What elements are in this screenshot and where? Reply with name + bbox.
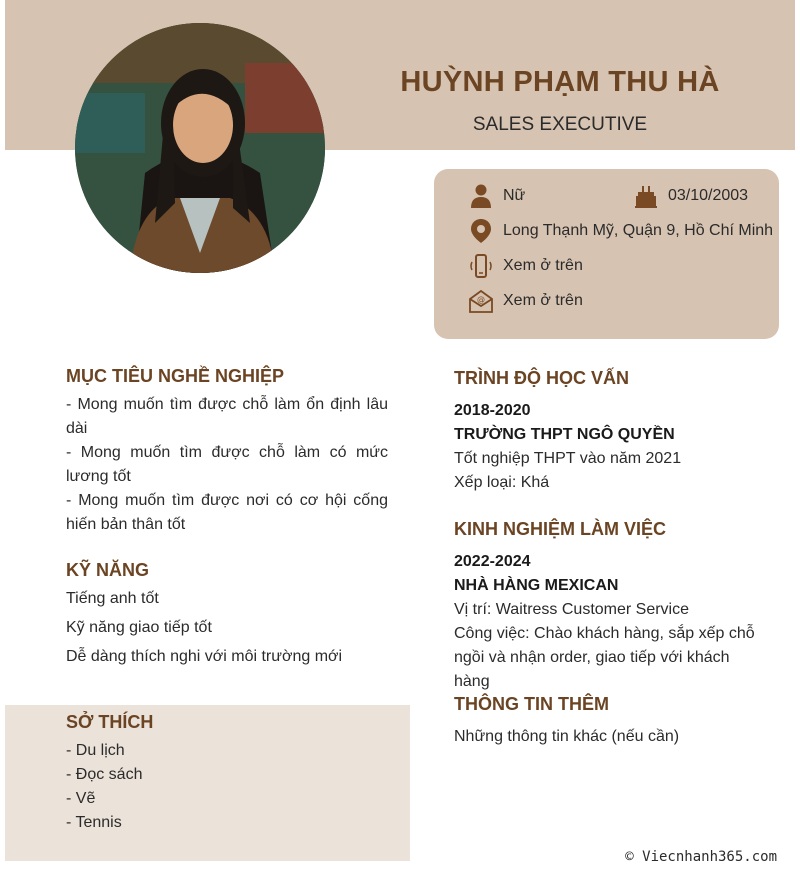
job-position: Vị trí: Waitress Customer Service	[454, 601, 690, 618]
objective-title: MỤC TIÊU NGHỀ NGHIỆP	[66, 366, 285, 386]
phone-value: Xem ở trên	[503, 257, 583, 274]
email-value: Xem ở trên	[503, 292, 583, 309]
address-value: Long Thạnh Mỹ, Quận 9, Hồ Chí Minh	[503, 222, 774, 239]
objective-item: - Mong muốn tìm được chỗ làm ổn định lâu dài	[66, 396, 388, 437]
job-title: SALES EXECUTIVE	[472, 114, 648, 135]
location-pin-icon	[468, 218, 494, 244]
skills-section	[66, 560, 388, 669]
skills-title: KỸ NĂNG	[66, 560, 150, 580]
phone-row	[468, 253, 583, 279]
person-icon	[468, 183, 494, 209]
gender-value: Nữ	[503, 187, 526, 204]
hobbies-section	[66, 712, 388, 835]
job-duties: Công việc: Chào khách hàng, sắp xếp chỗ ngồi và nhận order, giao tiếp với khách hàng	[454, 625, 755, 690]
objective-item: - Mong muốn tìm được chỗ làm có mức lương tốt	[66, 444, 388, 485]
extra-title: THÔNG TIN THÊM	[454, 694, 609, 714]
phone-icon	[468, 253, 494, 279]
school-name: TRƯỜNG THPT NGÔ QUYỀN	[454, 426, 675, 443]
objective-section	[66, 366, 388, 537]
email-row	[468, 288, 583, 314]
candidate-name: HUỲNH PHẠM THU HÀ	[400, 66, 720, 98]
hobby-item: - Tennis	[66, 814, 122, 831]
extra-section	[454, 694, 774, 749]
education-line: Xếp loại: Khá	[454, 474, 550, 491]
hobby-item: - Vẽ	[66, 790, 96, 807]
birthdate-value: 03/10/2003	[668, 187, 749, 204]
education-line: Tốt nghiệp THPT vào năm 2021	[454, 450, 682, 467]
profile-photo	[75, 23, 325, 273]
skill-item: Dễ dàng thích nghi với môi trường mới	[66, 648, 343, 665]
hobby-item: - Đọc sách	[66, 766, 143, 783]
experience-period: 2022-2024	[454, 553, 531, 570]
address-row	[468, 218, 773, 244]
svg-text:@: @	[477, 295, 485, 304]
education-section	[454, 368, 774, 495]
cake-icon	[633, 183, 659, 209]
contact-card	[434, 169, 779, 339]
education-period: 2018-2020	[454, 402, 531, 419]
objective-item: - Mong muốn tìm được nơi có cơ hội cống hiến bản thân tốt	[66, 492, 388, 533]
skill-item: Kỹ năng giao tiếp tốt	[66, 619, 212, 636]
education-title: TRÌNH ĐỘ HỌC VẤN	[454, 368, 629, 388]
experience-title: KINH NGHIỆM LÀM VIỆC	[454, 519, 667, 539]
email-icon	[468, 288, 494, 314]
company-name: NHÀ HÀNG MEXICAN	[454, 577, 619, 594]
experience-section	[454, 519, 774, 694]
copyright-text: © Viecnhanh365.com	[625, 849, 777, 865]
hobbies-title: SỞ THÍCH	[66, 712, 154, 732]
gender-row	[468, 183, 525, 209]
birthdate-row	[633, 183, 748, 209]
skill-item: Tiếng anh tốt	[66, 590, 159, 607]
extra-text: Những thông tin khác (nếu cần)	[454, 728, 680, 745]
hobby-item: - Du lịch	[66, 742, 125, 759]
